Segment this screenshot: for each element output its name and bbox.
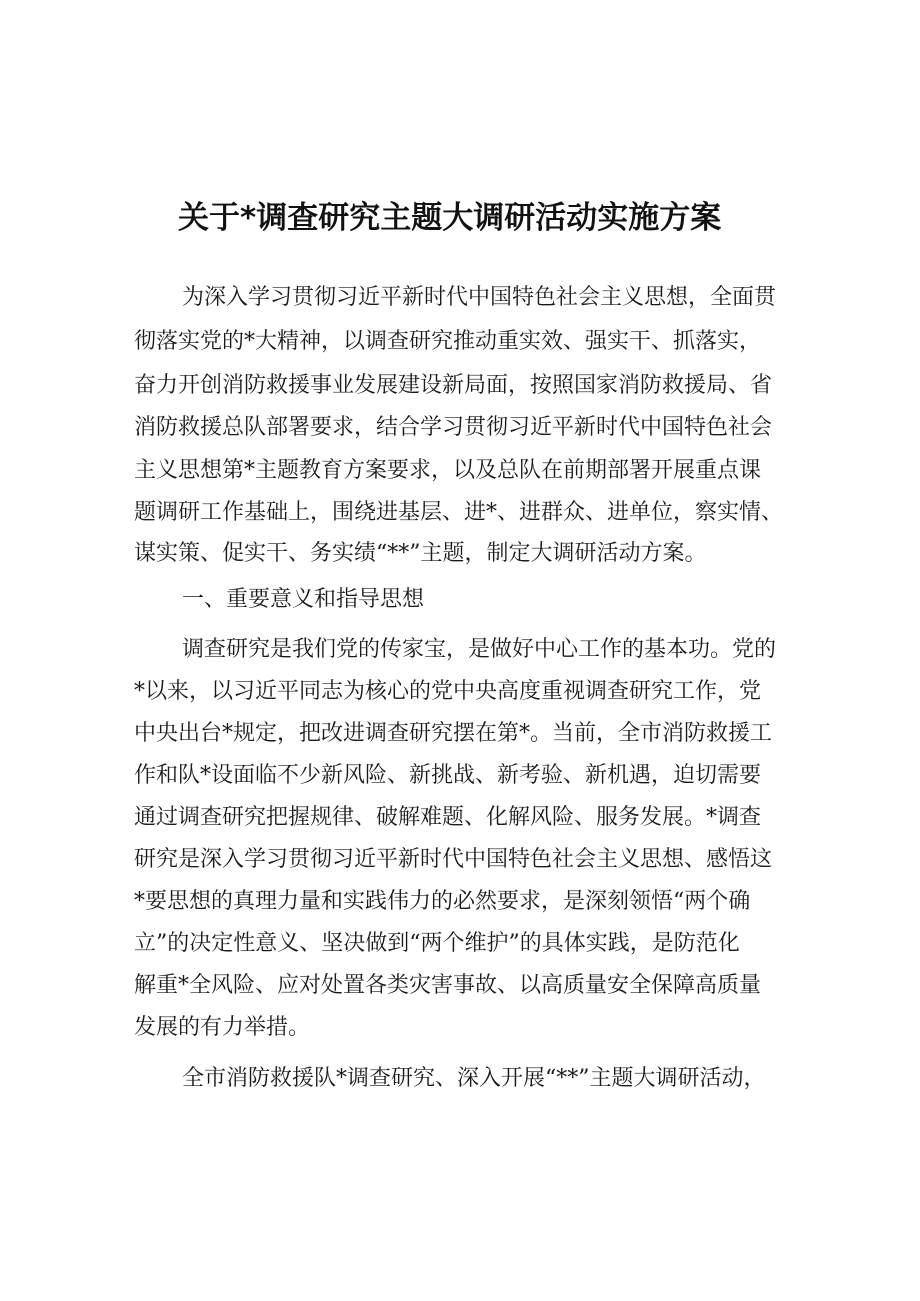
intro-line: 为深入学习贯彻习近平新时代中国特色社会主义思想，全面贯 <box>182 285 777 310</box>
paragraph-line: 解重*全风险、应对处置各类灾害事故、以高质量安全保障高质量 <box>134 973 762 998</box>
paragraph-line: 作和队*设面临不少新风险、新挑战、新考验、新机遇，迫切需要 <box>134 763 762 788</box>
section-heading: 一、重要意义和指导思想 <box>182 587 425 612</box>
paragraph-line: 全市消防救援队*调查研究、深入开展“**”主题大调研活动， <box>182 1066 766 1091</box>
intro-line: 彻落实党的*大精神，以调查研究推动重实效、强实干、抓落实， <box>134 329 762 354</box>
paragraph-line: 通过调查研究把握规律、破解难题、化解风险、服务发展。*调查 <box>134 805 762 830</box>
paragraph-line: *以来，以习近平同志为核心的党中央高度重视调查研究工作，党 <box>134 679 762 704</box>
paragraph-line: 发展的有力举措。 <box>134 1015 311 1040</box>
intro-line: 题调研工作基础上，围绕进基层、进*、进群众、进单位，察实情、 <box>134 500 784 525</box>
paragraph-line: 中央出台*规定，把改进调查研究摆在第*。当前，全市消防救援工 <box>134 721 773 746</box>
intro-line: 奋力开创消防救援事业发展建设新局面，按照国家消防救援局、省 <box>134 373 773 398</box>
intro-line: 主义思想第*主题教育方案要求，以及总队在前期部署开展重点课 <box>134 458 762 483</box>
paragraph-line: *要思想的真理力量和实践伟力的必然要求，是深刻领悟“两个确 <box>134 889 751 914</box>
intro-line: 消防救援总队部署要求，结合学习贯彻习近平新时代中国特色社会 <box>134 415 773 440</box>
paragraph-line: 研究是深入学习贯彻习近平新时代中国特色社会主义思想、感悟这 <box>134 847 773 872</box>
paragraph-line: 调查研究是我们党的传家宝，是做好中心工作的基本功。党的 <box>182 637 777 662</box>
intro-line: 谋实策、促实干、务实绩“**”主题，制定大调研活动方案。 <box>134 541 707 566</box>
paragraph-line: 立”的决定性意义、坚决做到“两个维护”的具体实践，是防范化 <box>134 931 740 956</box>
document-title: 关于*调查研究主题大调研活动实施方案 <box>178 200 722 236</box>
